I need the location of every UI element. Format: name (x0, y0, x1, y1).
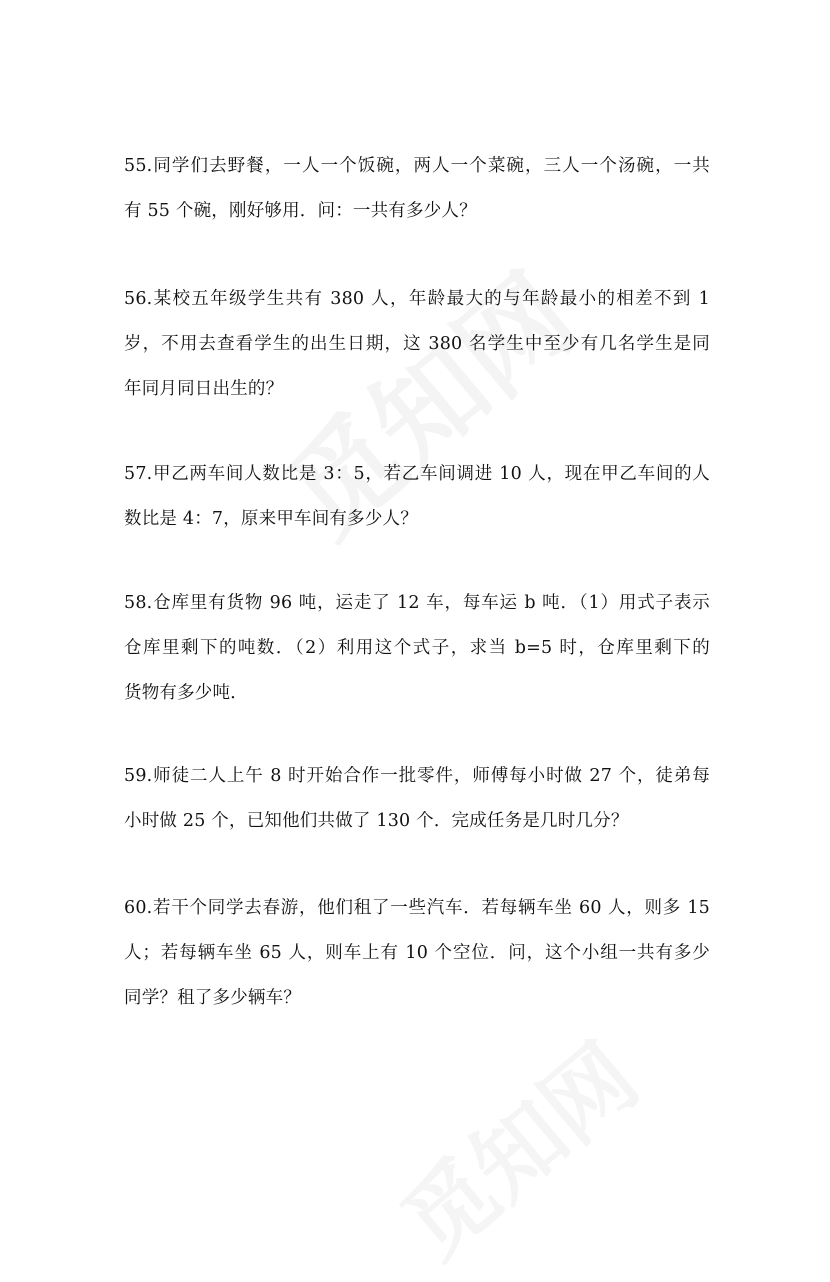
problem-line: 58.仓库里有货物 96 吨，运走了 12 车，每车运 b 吨．（1）用式子表示 (124, 593, 710, 613)
problem-line: 有 55 个碗，刚好够用．问：一共有多少人？ (124, 201, 477, 221)
problem-line: 年同月同日出生的？ (124, 379, 284, 399)
problem-line: 仓库里剩下的吨数．（2）利用这个式子，求当 b=5 时，仓库里剩下的 (124, 638, 710, 658)
problem-57 (124, 462, 710, 552)
problem-line: 56.某校五年级学生共有 380 人，年龄最大的与年龄最小的相差不到 1 (124, 289, 710, 309)
problem-56 (124, 287, 710, 422)
problem-line: 岁，不用去查看学生的出生日期，这 380 名学生中至少有几名学生是同 (124, 334, 710, 354)
problem-line: 60.若干个同学去春游，他们租了一些汽车．若每辆车坐 60 人，则多 15 (124, 898, 710, 918)
problem-line: 55.同学们去野餐，一人一个饭碗，两人一个菜碗，三人一个汤碗，一共 (124, 156, 710, 176)
watermark-bottom (370, 1008, 660, 1281)
problem-59 (124, 764, 710, 854)
problem-line: 57.甲乙两车间人数比是 3：5，若乙车间调进 10 人，现在甲乙车间的人 (124, 464, 710, 484)
problem-line: 数比是 4：7，原来甲车间有多少人？ (124, 509, 418, 529)
problem-line: 同学？租了多少辆车？ (124, 988, 301, 1008)
problem-line: 货物有多少吨． (124, 683, 248, 703)
problem-line: 人；若每辆车坐 65 人，则车上有 10 个空位．问，这个小组一共有多少 (124, 943, 710, 963)
problem-line: 59.师徒二人上午 8 时开始合作一批零件，师傅每小时做 27 个，徒弟每 (124, 766, 710, 786)
problem-58 (124, 591, 710, 726)
problem-55 (124, 154, 710, 244)
problem-line: 小时做 25 个，已知他们共做了 130 个．完成任务是几时几分？ (124, 811, 629, 831)
problem-60 (124, 896, 710, 1031)
